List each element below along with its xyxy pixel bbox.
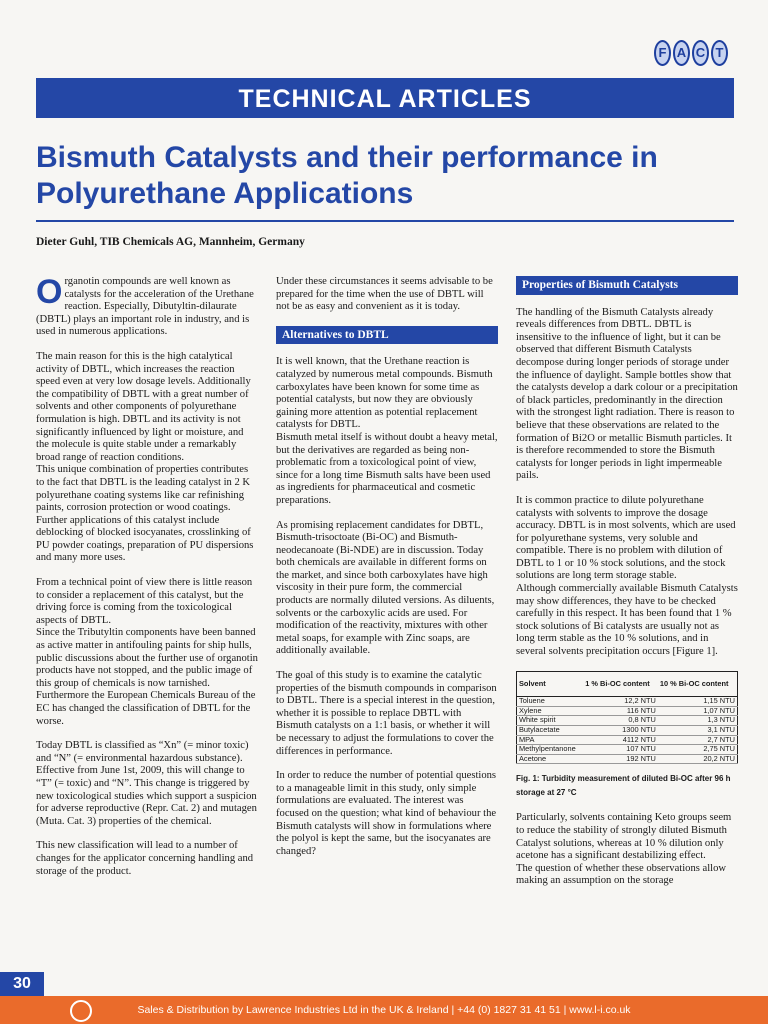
table-cell: 2,75 NTU bbox=[658, 745, 738, 755]
column-2 bbox=[276, 276, 498, 870]
paragraph: Furthermore the European Chemicals Bureau of the EC has changed the classification of DBTL for the worse. bbox=[36, 690, 256, 727]
table-cell: 4112 NTU bbox=[583, 735, 658, 745]
table-cell: Butylacetate bbox=[517, 726, 584, 736]
lawrence-logo-icon bbox=[70, 1000, 92, 1022]
title-rule bbox=[36, 220, 734, 222]
table-cell: Xylene bbox=[517, 706, 584, 716]
logo-letter: A bbox=[673, 40, 690, 66]
section-heading: Properties of Bismuth Catalysts bbox=[516, 276, 738, 295]
paragraph: Particularly, solvents containing Keto groups seem to reduce the stability of strongly diluted Bismuth Catalyst solutions, whereas at 10 % dilution only acetone has a significant destabilizing effect. bbox=[516, 812, 732, 862]
paragraph: Bismuth metal itself is without doubt a heavy metal, but the derivatives are regarded as being non-problematic from a toxicological point of view, since for a long time Bismuth salts have been used as ingredients for pharmaceutical and cosmetic preparations. bbox=[276, 431, 498, 506]
table-cell: MPA bbox=[517, 735, 584, 745]
page-number: 30 bbox=[0, 972, 44, 996]
table-cell: 0,8 NTU bbox=[583, 716, 658, 726]
paragraph: The goal of this study is to examine the catalytic properties of the bismuth compounds in comparison to DBTL. There is a special interest in the question, whether it is possible to replace DBTL with Bismuth catalysts on a 1:1 basis, or whether it will be necessary to adjust the formulations to cover the differences in performance. bbox=[276, 670, 497, 757]
table-cell: 20,2 NTU bbox=[658, 754, 738, 764]
table-row bbox=[517, 697, 738, 707]
logo-letter: C bbox=[692, 40, 709, 66]
column-1 bbox=[36, 273, 258, 890]
table-cell: 3,1 NTU bbox=[658, 726, 738, 736]
paragraph: From a technical point of view there is little reason to consider a replacement of this catalyst, but the driving force is coming from the toxicological aspects of DBTL. bbox=[36, 577, 253, 626]
column-3 bbox=[516, 276, 738, 900]
paragraph: The handling of the Bismuth Catalysts already reveals differences from DBTL. DBTL is insensitive to the influence of light, but it can be observed that different Bismuth Catalysts decompose during longer periods of storage under the influence of daylight. Sample bottles show that the catalysts develop a dark colour or a precipitation of black particles, predominantly in the direction with the strongest light radiation. There is reason to believe that these observations are related to the formation of Bi2O or metallic Bismuth particles. It is therefore recommended to store the Bismuth catalysts for longer periods in light impermeable pails. bbox=[516, 306, 738, 482]
table-cell: 107 NTU bbox=[583, 745, 658, 755]
table-row bbox=[517, 754, 738, 764]
table-cell: Acetone bbox=[517, 754, 584, 764]
footer-bar bbox=[0, 996, 768, 1024]
column-header: Solvent bbox=[517, 671, 584, 697]
paragraph: The question of whether these observations allow making an assumption on the storage bbox=[516, 862, 727, 887]
article-title: Bismuth Catalysts and their performance in Polyurethane Applications bbox=[36, 141, 658, 210]
table-header-row bbox=[517, 671, 738, 697]
paragraph: The main reason for this is the high catalytical activity of DBTL, which increases the reaction speed even at very low dosage levels. Additionally the compatibility of DBTL with a great number of solvents and other components of polyurethane formulation is high. DBTL and its activity is not significantly influenced by light or moisture, and the molecule is quite stable under a remarkably broad range of reaction conditions. bbox=[36, 350, 251, 463]
footer-text: Sales & Distribution by Lawrence Industries Ltd in the UK & Ireland | +44 (0) 1827 31 41 51 | www.l-i.co.uk bbox=[137, 1004, 631, 1016]
table-cell: 1300 NTU bbox=[583, 726, 658, 736]
table-cell: 1,3 NTU bbox=[658, 716, 738, 726]
paragraph: As promising replacement candidates for DBTL, Bismuth-trisoctoate (Bi-OC) and Bismuth-neodecanoate (Bi-NDE) are in discussion. Today both chemicals are available in different forms on the market, and since both carboxylates have high viscosity in their pure form, the commercial products are normally diluted versions. As diluents, solvents or the carboxylic acids are used. For modification of the reactivity, mixtures with other metal soaps, for example with Zinc soaps, are additionally available. bbox=[276, 519, 495, 657]
turbidity-table bbox=[516, 671, 738, 765]
logo-letter: F bbox=[654, 40, 671, 66]
table-cell: Methylpentanone bbox=[517, 745, 584, 755]
drop-cap: O bbox=[36, 273, 63, 311]
paragraph: In order to reduce the number of potential questions to a manageable limit in this study, only simple formulations are evaluated. The interest was focused on the question; what kind of behaviour the Bismuth catalysts will show in formulations where the polyol is kept the same, but the isocyanates are changed? bbox=[276, 770, 497, 857]
figure-caption: Fig. 1: Turbidity measurement of diluted Bi-OC after 96 h storage at 27 °C bbox=[516, 774, 731, 798]
table-cell: 192 NTU bbox=[583, 754, 658, 764]
paragraph: Although commercially available Bismuth Catalysts may show differences, they have to be checked carefully in this respect. It has been found that 1 % stock solutions of Bi catalysts are usually not as long term stable as the 10 % solutions, and in several solvents precipitation occurs [Figure 1]. bbox=[516, 583, 738, 658]
paragraph bbox=[36, 273, 258, 339]
paragraph-text: rganotin compounds are well known as catalysts for the acceleration of the Urethane reaction. Especially, Dibutyltin-dilaurate (DBTL) plays an important role in industry, and is used in numerous applications. bbox=[36, 276, 254, 338]
paragraph: It is common practice to dilute polyurethane catalysts with solvents to improve the dosage accuracy. DBTL is in most solvents, which are used for polyurethane systems, very soluble and compatible. There is no problem with dilution of DBTL to 1 or 10 % stock solutions, and the stock solutions are long term storage stable. bbox=[516, 494, 736, 582]
paragraph: Since the Tributyltin components have been banned as active matter in antifouling paints for ship hulls, public discussions about the further use of organotin products have not stopped, and the public image of this group of chemicals is now tarnished. bbox=[36, 627, 258, 689]
article-author: Dieter Guhl, TIB Chemicals AG, Mannheim, Germany bbox=[36, 236, 305, 248]
section-heading: Alternatives to DBTL bbox=[276, 326, 498, 345]
paragraph: This unique combination of properties contributes to the fact that DBTL is the leading catalyst in 2 K polyurethane coating systems like car refinishing paints, corrosion protection or wood coatings. Further applications of this catalyst include deblocking of blocked isocyanates, crosslinking of PU powder coatings, preparation of PU dispersions and many more uses. bbox=[36, 464, 254, 564]
section-banner: TECHNICAL ARTICLES bbox=[36, 78, 734, 118]
paragraph: Today DBTL is classified as “Xn” (= minor toxic) and “N” (= environmental hazardous substance). Effective from June 1st, 2009, this will change to “T” (= toxic) and “N”. This change is triggered by new toxicological studies which support a suspicion for adverse reproductive (Repr. Cat. 2) and mutagen (Muta. Cat. 3) properties of the chemical. bbox=[36, 740, 257, 827]
table-cell: 2,7 NTU bbox=[658, 735, 738, 745]
table-row bbox=[517, 726, 738, 736]
table-cell: White spirit bbox=[517, 716, 584, 726]
column-header: 1 % Bi-OC content bbox=[583, 671, 658, 697]
column-header: 10 % Bi-OC content bbox=[658, 671, 738, 697]
table-cell: 1,07 NTU bbox=[658, 706, 738, 716]
paragraph: This new classification will lead to a number of changes for the applicator concerning handling and storage of the product. bbox=[36, 840, 254, 877]
logo-letter: T bbox=[711, 40, 728, 66]
paragraph: Under these circumstances it seems advisable to be prepared for the time when the use of DBTL will not be as easy and convenient as it is today. bbox=[276, 276, 493, 313]
table-row bbox=[517, 745, 738, 755]
table-cell: 116 NTU bbox=[583, 706, 658, 716]
fact-logo bbox=[654, 40, 728, 66]
table-cell: 1,15 NTU bbox=[658, 697, 738, 707]
table-cell: Toluene bbox=[517, 697, 584, 707]
table-cell: 12,2 NTU bbox=[583, 697, 658, 707]
paragraph: It is well known, that the Urethane reaction is catalyzed by numerous metal compounds. Bismuth carboxylates have been known for some time as potential catalysts, but now they are obviously gaining more attention as potential replacement catalysts for DBTL. bbox=[276, 356, 493, 431]
